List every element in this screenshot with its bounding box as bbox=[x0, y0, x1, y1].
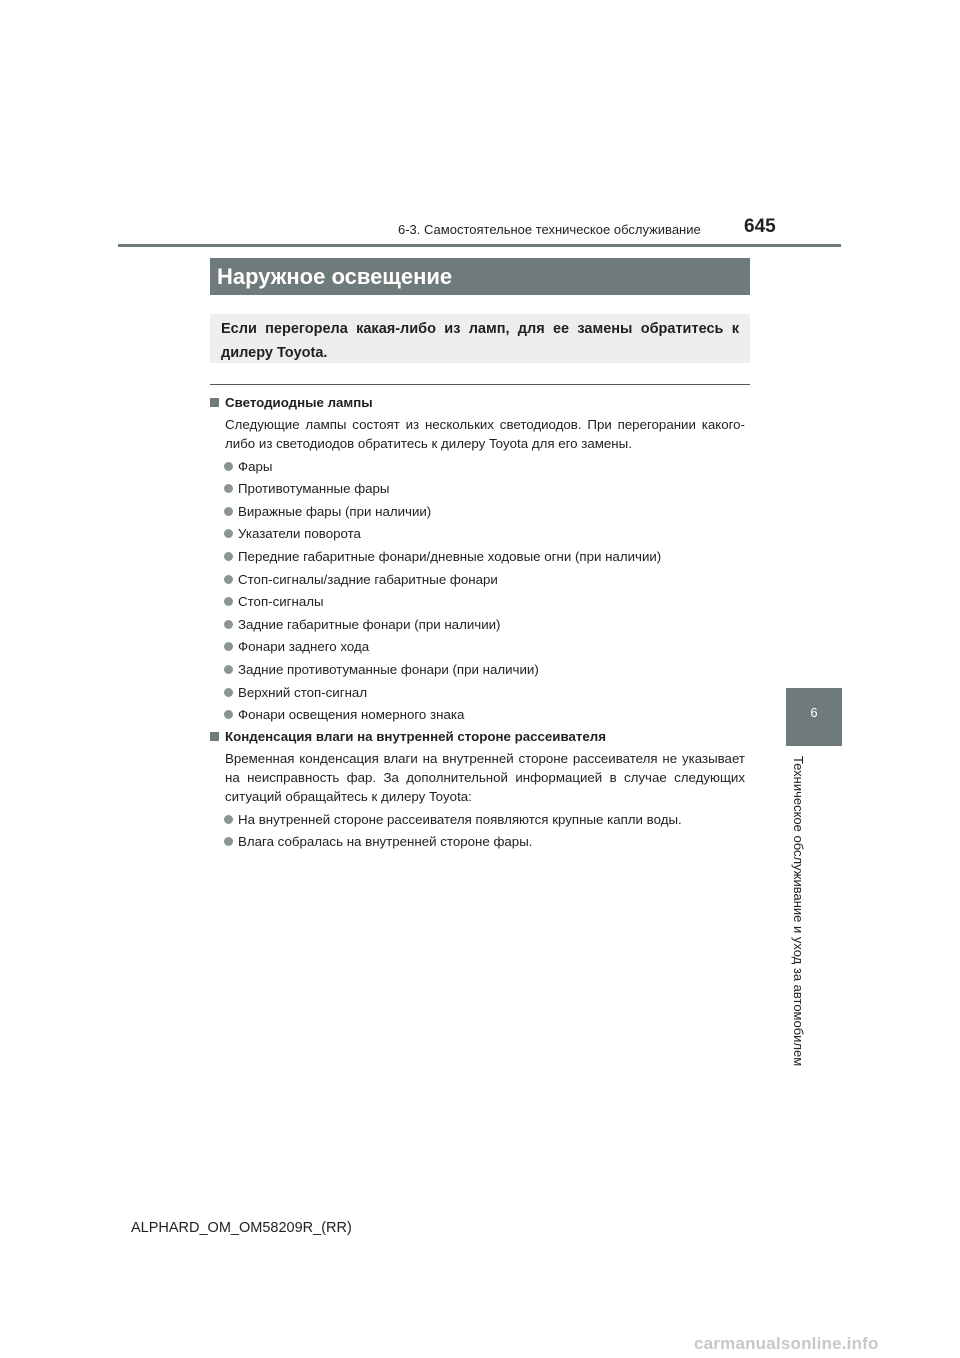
list-item bbox=[224, 457, 745, 476]
section-heading-text: Конденсация влаги на внутренней стороне рассеивателя bbox=[225, 729, 606, 745]
square-bullet-icon bbox=[210, 398, 219, 407]
list-item-text: Стоп-сигналы/задние габаритные фонари bbox=[238, 571, 498, 587]
circle-bullet-icon bbox=[224, 620, 233, 629]
circle-bullet-icon bbox=[224, 552, 233, 561]
list-item bbox=[224, 547, 745, 566]
circle-bullet-icon bbox=[224, 688, 233, 697]
main-content bbox=[210, 392, 745, 851]
list-item bbox=[224, 592, 745, 611]
list-item-text: Фонари освещения номерного знака bbox=[238, 707, 465, 723]
list-item-text: Фары bbox=[238, 458, 273, 474]
circle-bullet-icon bbox=[224, 815, 233, 824]
list-item bbox=[224, 810, 745, 829]
content-divider bbox=[210, 384, 750, 385]
list-item-text: Виражные фары (при наличии) bbox=[238, 503, 432, 519]
condensation-list bbox=[210, 810, 745, 852]
circle-bullet-icon bbox=[224, 575, 233, 584]
list-item-text: Передние габаритные фонари/дневные ходовые огни (при наличии) bbox=[238, 548, 662, 564]
section-paragraph: Следующие лампы состоят из нескольких светодиодов. При перегорании какого-либо из светодиодов обратитесь к дилеру Toyota для его замены. bbox=[225, 417, 745, 451]
watermark: carmanualsonline.info bbox=[694, 1334, 879, 1353]
list-item-text: На внутренней стороне рассеивателя появляются крупные капли воды. bbox=[238, 811, 682, 827]
chapter-number: 6 bbox=[810, 705, 818, 720]
circle-bullet-icon bbox=[224, 507, 233, 516]
list-item-text: Влага собралась на внутренней стороне фары. bbox=[238, 834, 533, 850]
header-divider bbox=[118, 244, 841, 247]
page-title: Наружное освещение bbox=[210, 258, 750, 295]
footer-code: ALPHARD_OM_OM58209R_(RR) bbox=[131, 1220, 352, 1236]
lamp-list bbox=[210, 457, 745, 725]
circle-bullet-icon bbox=[224, 665, 233, 674]
section-heading-text: Светодиодные лампы bbox=[225, 395, 373, 410]
list-item-text: Фонари заднего хода bbox=[238, 639, 370, 655]
circle-bullet-icon bbox=[224, 597, 233, 606]
intro-box bbox=[210, 314, 750, 363]
circle-bullet-icon bbox=[224, 837, 233, 846]
list-item bbox=[224, 479, 745, 498]
list-item bbox=[224, 705, 745, 724]
list-item bbox=[224, 683, 745, 702]
circle-bullet-icon bbox=[224, 529, 233, 538]
circle-bullet-icon bbox=[224, 710, 233, 719]
section-paragraph: Временная конденсация влаги на внутренней стороне рассеивателя не указывает на неисправность фар. За дополнительной информацией в случае следующих ситуаций обращайтесь к дилеру Toyota: bbox=[225, 751, 745, 805]
circle-bullet-icon bbox=[224, 642, 233, 651]
section-heading-condensation bbox=[210, 727, 745, 746]
header-section-title: 6-3. Самостоятельное техническое обслуживание bbox=[398, 222, 701, 237]
circle-bullet-icon bbox=[224, 484, 233, 493]
list-item-text: Стоп-сигналы bbox=[238, 594, 324, 610]
list-item-text: Задние габаритные фонари (при наличии) bbox=[238, 616, 501, 632]
list-item bbox=[224, 660, 745, 679]
circle-bullet-icon bbox=[224, 462, 233, 471]
square-bullet-icon bbox=[210, 732, 219, 741]
chapter-label: Техническое обслуживание и уход за автомобилем bbox=[791, 756, 806, 1067]
chapter-tab bbox=[786, 688, 842, 746]
list-item bbox=[224, 615, 745, 634]
list-item-text: Задние противотуманные фонари (при наличии) bbox=[238, 661, 539, 677]
list-item bbox=[224, 502, 745, 521]
list-item-text: Противотуманные фары bbox=[238, 481, 390, 497]
page-number: 645 bbox=[744, 216, 776, 237]
list-item-text: Указатели поворота bbox=[238, 526, 361, 542]
list-item bbox=[224, 637, 745, 656]
list-item bbox=[224, 570, 745, 589]
list-item bbox=[224, 524, 745, 543]
section-heading-led bbox=[210, 393, 745, 412]
intro-text: Если перегорела какая-либо из ламп, для ее замены обратитесь к дилеру Toyota. bbox=[221, 321, 739, 361]
list-item-text: Верхний стоп-сигнал bbox=[238, 684, 368, 700]
list-item bbox=[224, 832, 745, 851]
